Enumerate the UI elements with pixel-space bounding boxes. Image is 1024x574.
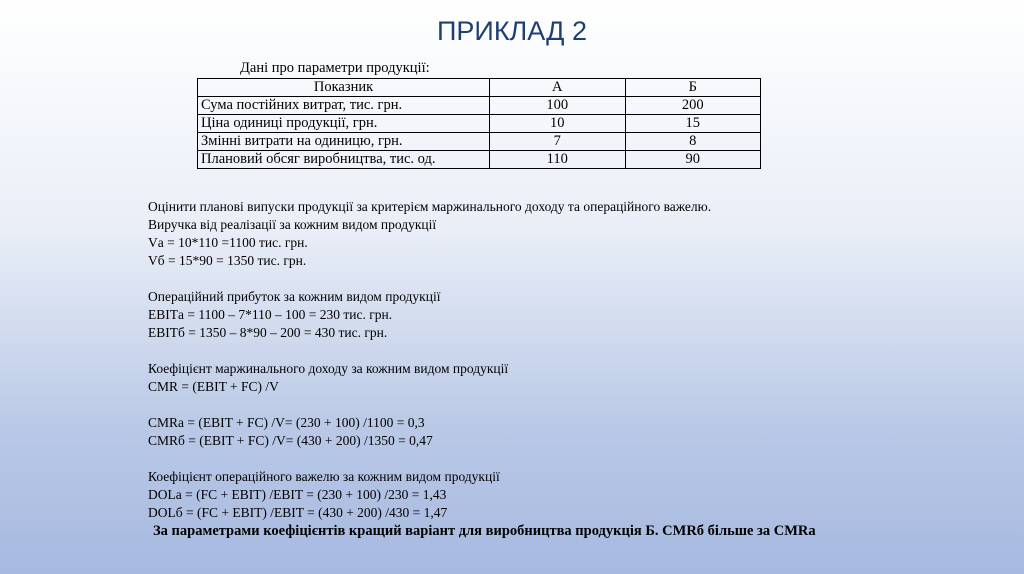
ebit-heading: Операційний прибуток за кожним видом продукції (148, 289, 441, 304)
row-label: Ціна одиниці продукції, грн. (198, 115, 490, 133)
revenue-heading: Виручка від реалізації за кожним видом продукції (148, 217, 437, 232)
ebit-a: EBITа = 1100 – 7*110 – 100 = 230 тис. грн. (148, 307, 393, 322)
table-header-row (198, 79, 761, 97)
row-label: Плановий обсяг виробництва, тис. од. (198, 151, 490, 169)
cmr-b: CMRб = (EBIT + FC) /V= (430 + 200) /1350 = 0,47 (148, 433, 433, 448)
task-statement: Оцінити планові випуски продукції за критерієм маржинального доходу та операційного важелю. (148, 199, 712, 214)
row-label: Сума постійних витрат, тис. грн. (198, 97, 490, 115)
value-a: 110 (490, 151, 626, 169)
header-product-a: А (490, 79, 626, 97)
table-row (198, 97, 761, 115)
conclusion-text: За параметрами коефіцієнтів кращий варіант для виробництва продукція Б. CMRб більше за CMRа (153, 523, 816, 539)
slide-title: ПРИКЛАД 2 (437, 16, 587, 46)
value-b: 15 (625, 115, 761, 133)
ebit-b: EBITб = 1350 – 8*90 – 200 = 430 тис. грн. (148, 325, 388, 340)
calculation-text (148, 198, 711, 522)
spacer (148, 342, 711, 360)
cmr-a: CMRа = (EBIT + FC) /V= (230 + 100) /1100 = 0,3 (148, 415, 425, 430)
value-b: 8 (625, 133, 761, 151)
dol-heading: Коефіцієнт операційного важелю за кожним видом продукції (148, 469, 500, 484)
revenue-b: Vб = 15*90 = 1350 тис. грн. (148, 253, 307, 268)
dol-a: DOLа = (FC + EBIT) /EBIT = (230 + 100) /230 = 1,43 (148, 487, 447, 502)
header-indicator: Показник (198, 79, 490, 97)
value-b: 90 (625, 151, 761, 169)
header-product-b: Б (625, 79, 761, 97)
table-row (198, 151, 761, 169)
spacer (148, 270, 711, 288)
value-a: 10 (490, 115, 626, 133)
dol-b: DOLб = (FC + EBIT) /EBIT = (430 + 200) /430 = 1,47 (148, 505, 448, 520)
value-b: 200 (625, 97, 761, 115)
parameters-table (197, 78, 761, 169)
row-label: Змінні витрати на одиницю, грн. (198, 133, 490, 151)
table-row (198, 115, 761, 133)
value-a: 7 (490, 133, 626, 151)
spacer (148, 450, 711, 468)
revenue-a: Vа = 10*110 =1100 тис. грн. (148, 235, 308, 250)
cmr-heading: Коефіцієнт маржинального доходу за кожним видом продукції (148, 361, 509, 376)
value-a: 100 (490, 97, 626, 115)
table-caption: Дані про параметри продукції: (240, 60, 430, 76)
cmr-formula: CMR = (EBIT + FC) /V (148, 379, 279, 394)
table-row (198, 133, 761, 151)
spacer (148, 396, 711, 414)
